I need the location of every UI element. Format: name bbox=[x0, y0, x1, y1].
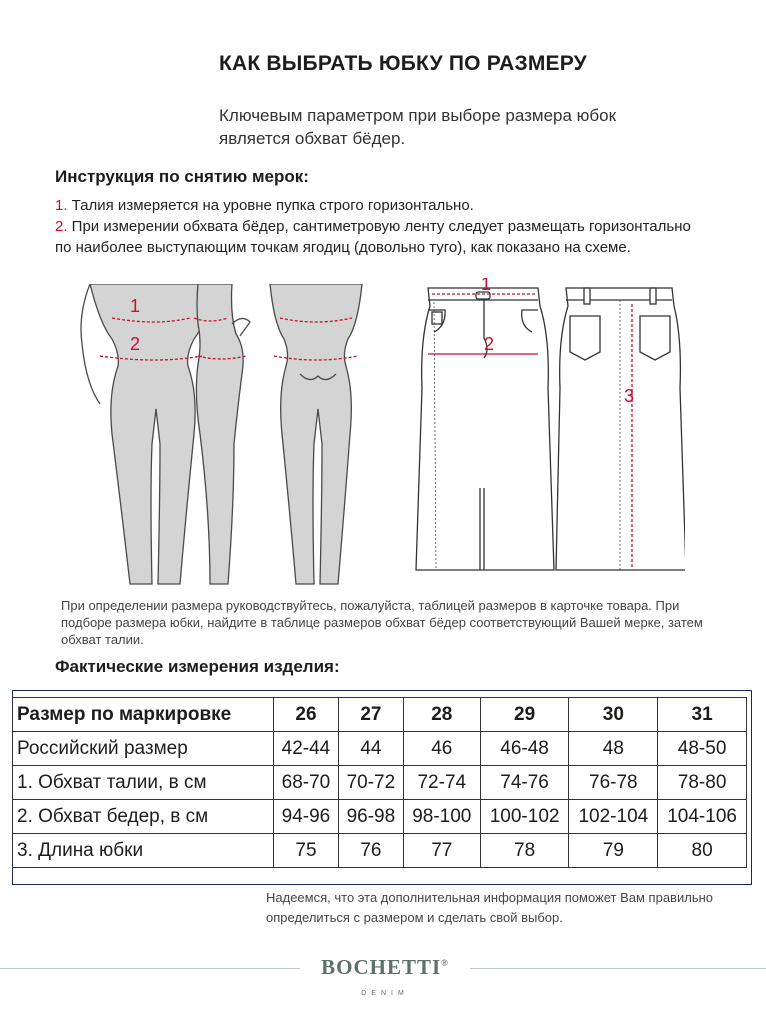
instructions-heading: Инструкция по снятию мерок: bbox=[55, 167, 309, 186]
table-header-cell: 31 bbox=[658, 698, 747, 732]
registered-mark: ® bbox=[441, 958, 449, 968]
table-header-cell: 30 bbox=[569, 698, 658, 732]
closing-text: Надеемся, что эта дополнительная информация поможет Вам правильно определиться с размером и сделать свой выбор. bbox=[266, 890, 713, 925]
footer-divider-right bbox=[470, 968, 766, 969]
table-cell: 78-80 bbox=[658, 766, 747, 800]
table-row-label: 2. Обхват бедер, в см bbox=[13, 800, 274, 834]
page-title: КАК ВЫБРАТЬ ЮБКУ ПО РАЗМЕРУ bbox=[219, 52, 587, 75]
table-header-cell: 29 bbox=[480, 698, 569, 732]
step-2 bbox=[55, 216, 695, 258]
table-cell: 79 bbox=[569, 834, 658, 868]
table-cell: 98-100 bbox=[403, 800, 480, 834]
table-cell: 46 bbox=[403, 732, 480, 766]
intro-text: Ключевым параметром при выборе размера юбок является обхват бёдер. bbox=[219, 106, 617, 148]
step-2-text: При измерении обхвата бёдер, сантиметровую ленту следует размещать горизонтально по наиболее выступающим точкам ягодиц (довольно туго), как показано на схеме. bbox=[55, 218, 691, 256]
table-row-label: 1. Обхват талии, в см bbox=[13, 766, 274, 800]
table-cell: 70-72 bbox=[338, 766, 403, 800]
table-cell: 80 bbox=[658, 834, 747, 868]
table-cell: 68-70 bbox=[274, 766, 339, 800]
measurements-heading: Фактические измерения изделия: bbox=[55, 657, 340, 676]
table-row bbox=[13, 800, 747, 834]
table-cell: 77 bbox=[403, 834, 480, 868]
table-cell: 76-78 bbox=[569, 766, 658, 800]
table-cell: 46-48 bbox=[480, 732, 569, 766]
skirt-label-hips: 2 bbox=[484, 334, 495, 354]
size-table-header-row bbox=[13, 698, 747, 732]
body-label-waist: 1 bbox=[130, 296, 141, 316]
body-label-hips: 2 bbox=[130, 334, 141, 354]
instructions-steps bbox=[55, 195, 695, 258]
table-cell: 72-74 bbox=[403, 766, 480, 800]
size-table bbox=[12, 697, 747, 868]
table-row-label: Российский размер bbox=[13, 732, 274, 766]
table-cell: 78 bbox=[480, 834, 569, 868]
step-2-number: 2. bbox=[55, 218, 68, 235]
table-header-cell: 26 bbox=[274, 698, 339, 732]
table-cell: 74-76 bbox=[480, 766, 569, 800]
table-cell: 42-44 bbox=[274, 732, 339, 766]
step-1-number: 1. bbox=[55, 197, 68, 214]
table-row bbox=[13, 834, 747, 868]
table-cell: 75 bbox=[274, 834, 339, 868]
table-cell: 44 bbox=[338, 732, 403, 766]
table-cell: 94-96 bbox=[274, 800, 339, 834]
table-cell: 102-104 bbox=[569, 800, 658, 834]
step-1-text: Талия измеряется на уровне пупка строго горизонтально. bbox=[67, 197, 474, 214]
table-cell: 100-102 bbox=[480, 800, 569, 834]
skirt-measurement-illustration bbox=[410, 278, 685, 576]
body-measurement-illustration bbox=[60, 284, 370, 589]
brand-subtitle: DENIM bbox=[361, 990, 409, 997]
table-cell: 76 bbox=[338, 834, 403, 868]
skirt-label-length: 3 bbox=[624, 386, 635, 406]
body-figure-front bbox=[90, 284, 215, 584]
table-cell: 48 bbox=[569, 732, 658, 766]
size-note: При определении размера руководствуйтесь, пожалуйста, таблицей размеров в карточке товара. При подборе размера юбки, найдите в таблице размеров обхват бёдер соответствующий Вашей мерке, затем обхват талии. bbox=[61, 598, 703, 647]
table-header-cell: Размер по маркировке bbox=[13, 698, 274, 732]
table-row bbox=[13, 732, 747, 766]
brand-logo bbox=[300, 955, 470, 980]
table-header-cell: 28 bbox=[403, 698, 480, 732]
table-row bbox=[13, 766, 747, 800]
table-row-label: 3. Длина юбки bbox=[13, 834, 274, 868]
body-figure-side bbox=[196, 284, 243, 584]
brand-name: BOCHETTI bbox=[321, 955, 442, 979]
footer-divider-left bbox=[0, 968, 300, 969]
step-1 bbox=[55, 195, 695, 216]
table-cell: 48-50 bbox=[658, 732, 747, 766]
table-cell: 96-98 bbox=[338, 800, 403, 834]
body-figure-back bbox=[270, 284, 362, 584]
table-cell: 104-106 bbox=[658, 800, 747, 834]
skirt-label-waist: 1 bbox=[481, 278, 492, 294]
table-header-cell: 27 bbox=[338, 698, 403, 732]
